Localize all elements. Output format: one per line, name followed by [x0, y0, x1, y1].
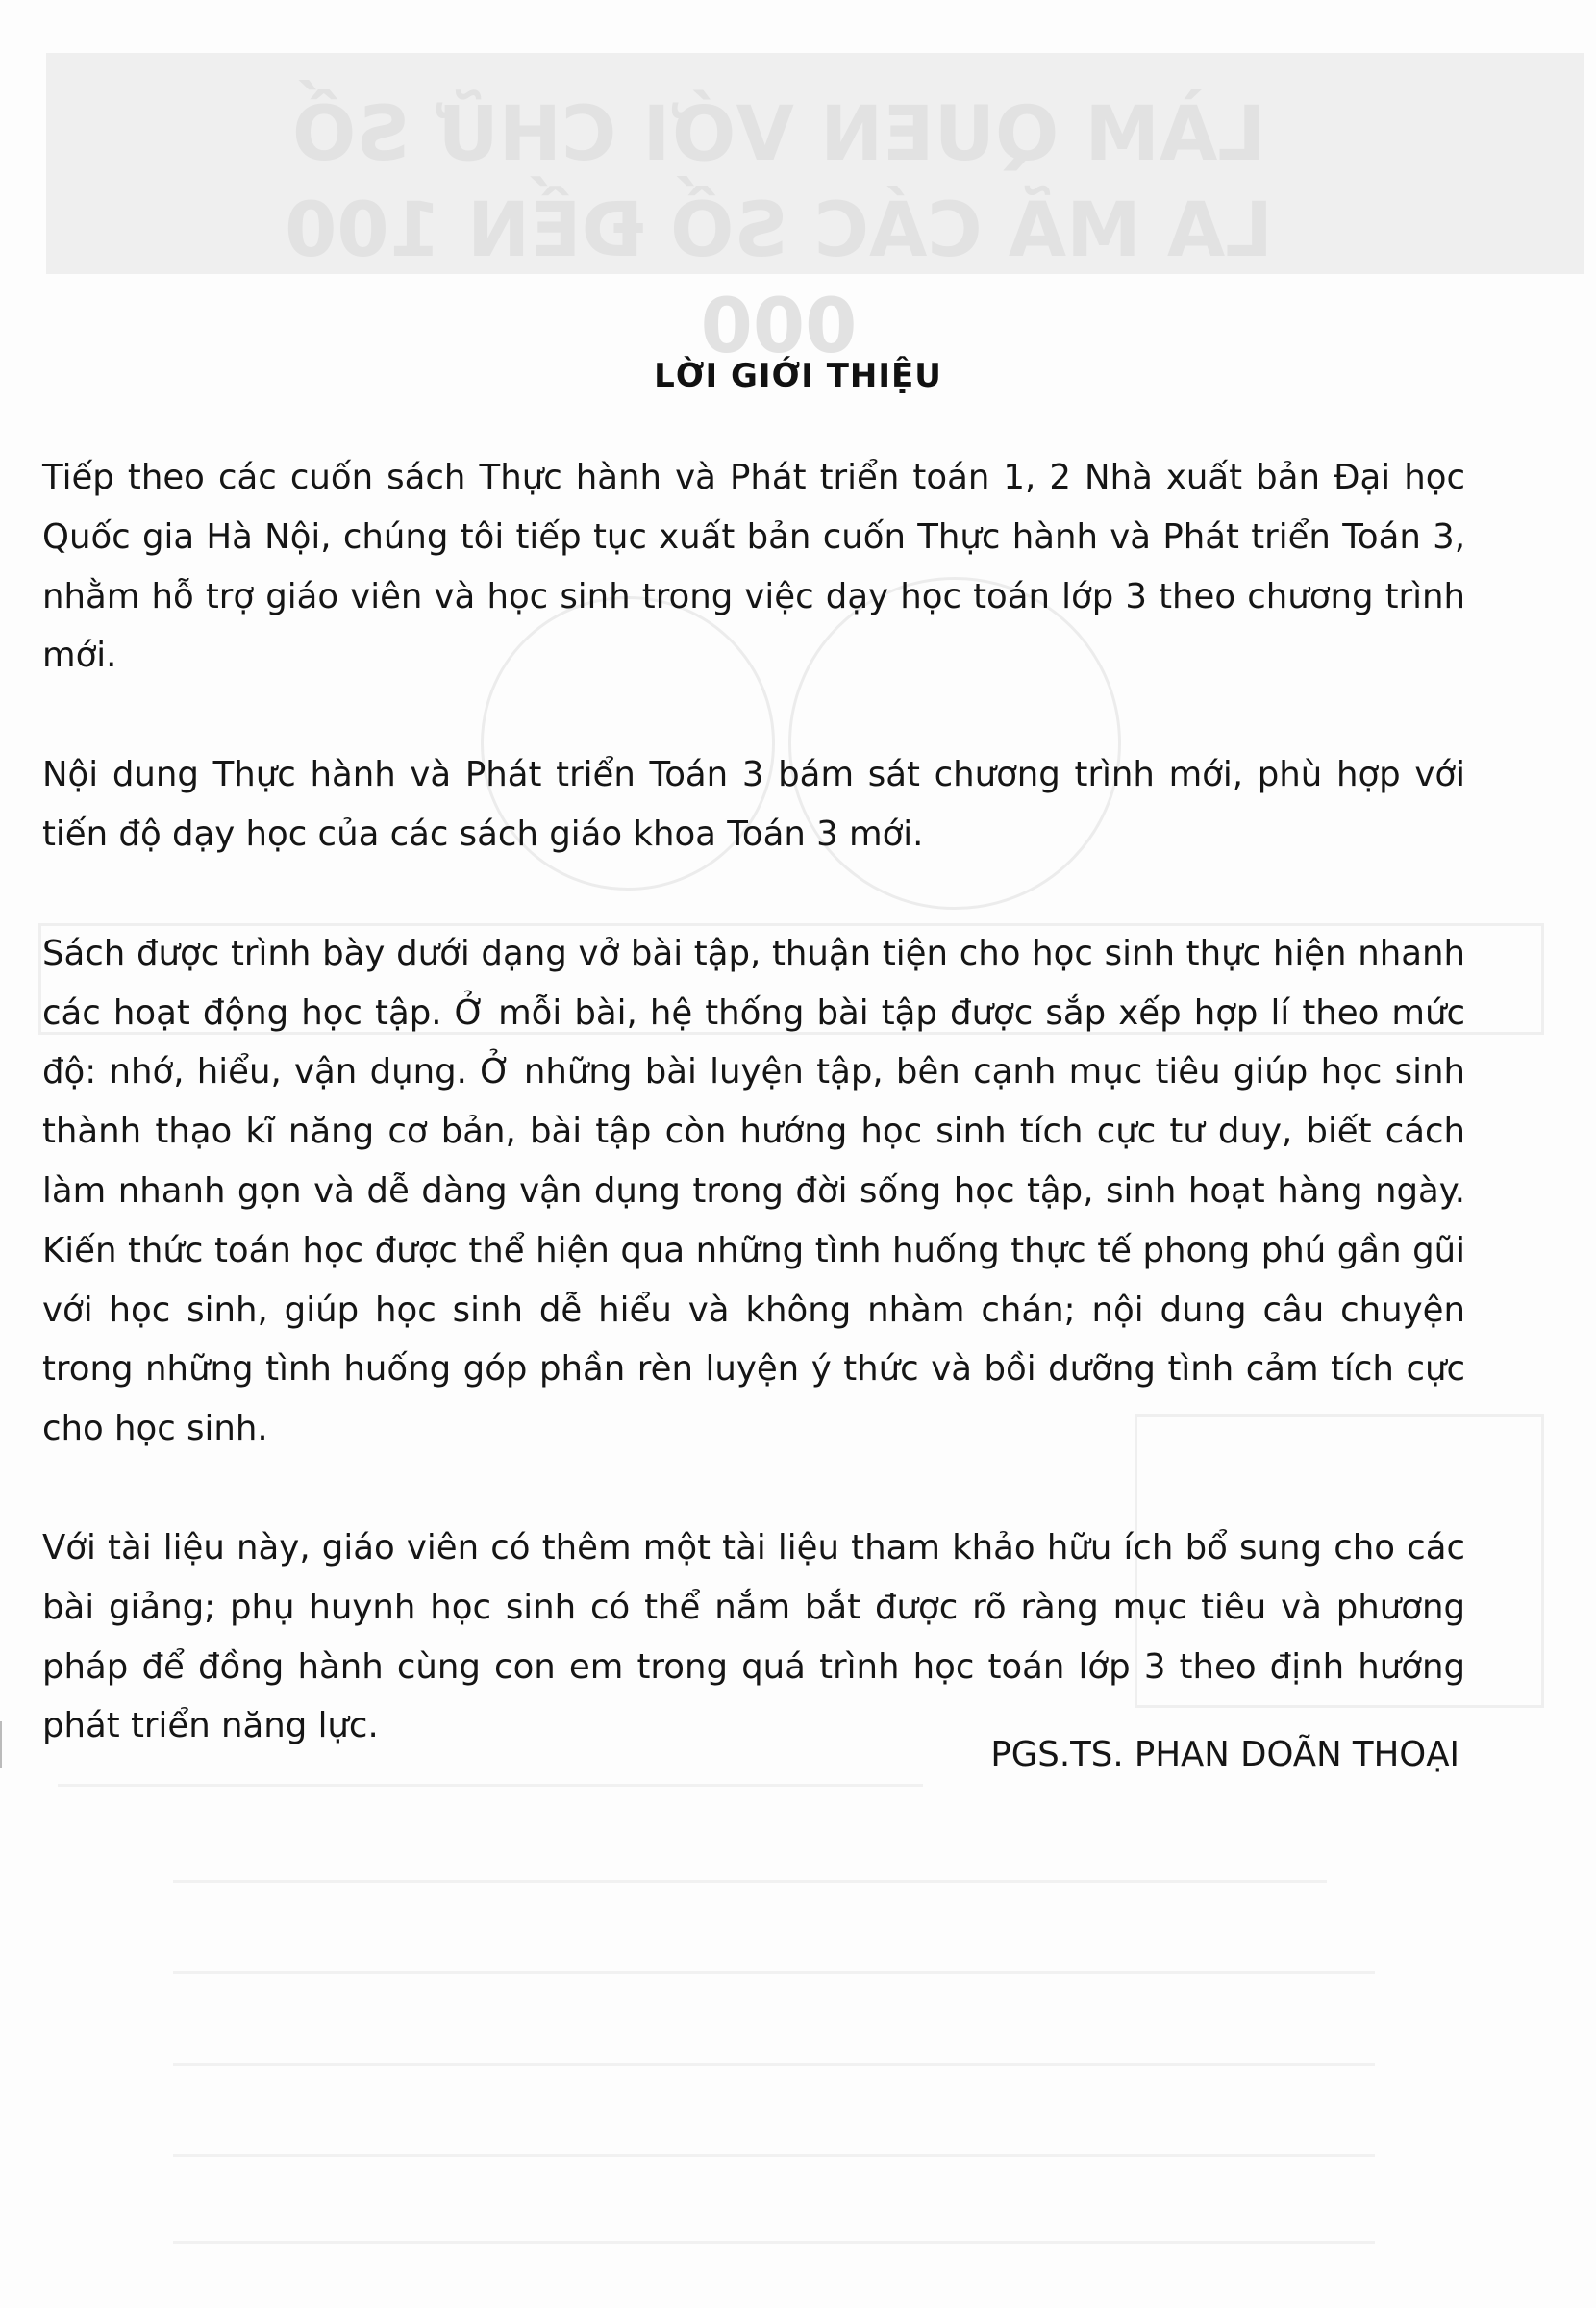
bleed-through-rule [173, 1971, 1375, 1974]
bleed-through-title: LÀM QUEN VỚI CHỮ SỐ LA MÃ CÁC SỐ ĐẾN 100 000 [285, 91, 1273, 370]
bleed-through-rule [173, 1880, 1327, 1883]
page-title: LỜI GIỚI THIỆU [654, 357, 942, 395]
paragraph-3: Sách được trình bày dưới dạng vở bài tập, thuận tiện cho học sinh thực hiện nhanh các hoạt động học tập. Ở mỗi bài, hệ thống bài tập được sắp xếp hợp lí theo mức độ: nhớ, hiểu, vận dụng. Ở những bài luyện tập, bên cạnh mục tiêu giúp học sinh thành thạo kĩ năng cơ bản, bài tập còn hướng học sinh tích cực tư duy, biết cách làm nhanh gọn và dễ dàng vận dụng trong đời sống học tập, sinh hoạt hàng ngày. Kiến thức toán học được thể hiện qua những tình huống thực tế phong phú gần gũi với học sinh, giúp học sinh dễ hiểu và không nhàm chán; nội dung câu chuyện trong những tình huống góp phần rèn luyện ý thức và bồi dưỡng tình cảm tích cực cho học sinh. [42, 933, 1465, 1449]
bleed-through-rule [173, 2241, 1375, 2244]
bleed-through-rule [173, 2154, 1375, 2157]
paragraph-2: Nội dung Thực hành và Phát triển Toán 3 bám sát chương trình mới, phù hợp với tiến độ dạy học của các sách giáo khoa Toán 3 mới. [42, 755, 1465, 854]
author-signature: PGS.TS. PHAN DOÃN THOẠI [990, 1735, 1459, 1774]
paragraph-4: Với tài liệu này, giáo viên có thêm một tài liệu tham khảo hữu ích bổ sung cho các bài giảng; phụ huynh học sinh có thể nắm bắt được rõ ràng mục tiêu và phương pháp để đồng hành cùng con em trong quá trình học toán lớp 3 theo định hướng phát triển năng lực. [42, 1527, 1465, 1746]
bleed-through-rule [173, 2063, 1375, 2066]
page-edge-mark [0, 1721, 12, 1768]
introduction-body [42, 448, 1465, 1756]
paragraph-1: Tiếp theo các cuốn sách Thực hành và Phát triển toán 1, 2 Nhà xuất bản Đại học Quốc gia Hà Nội, chúng tôi tiếp tục xuất bản cuốn Thực hành và Phát triển Toán 3, nhằm hỗ trợ giáo viên và học sinh trong việc dạy học toán lớp 3 theo chương trình mới. [42, 458, 1465, 676]
bleed-through-rule [58, 1784, 923, 1787]
